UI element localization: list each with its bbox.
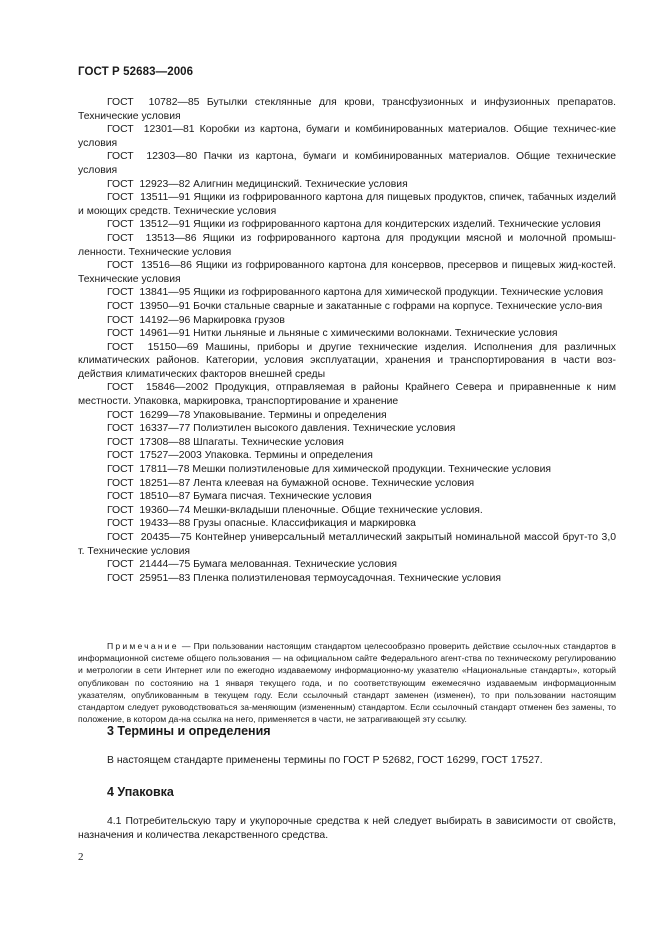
reference-code: ГОСТ 14961—91 xyxy=(107,328,191,340)
reference-item xyxy=(78,490,616,504)
reference-title: Продукция, отправляемая в районы Крайнего Севера и приравненные к ним местности. Упаковка, маркировка, транспортирование и хранение xyxy=(78,382,616,408)
reference-title: Ящики из гофрированного картона для продукции мясной и молочной промыш-ленности. Технические условия xyxy=(78,232,616,258)
reference-title: Ящики из гофрированного картона для химической продукции. Технические условия xyxy=(193,287,604,299)
reference-code: ГОСТ 15150—69 xyxy=(107,341,199,353)
note-text: — При пользовании настоящим стандартом целесообразно проверить действие ссылоч-ных стандартов в информационной системе общего пользования — на официальном сайте Федерального агент-ства по техническому регулированию и метрологии в сети Интернет или по ежегодно издаваемому информационно-му указателю «Национальные стандарты», который опубликован по состоянию на 1 января текущего года, и по соответствующим ежемесячно издаваемым информационным указателям, опубликованным в текущем году. Если ссылочный стандарт заменен (изменен), то при пользовании настоящим стандартом следует руководствоваться за-меняющим (измененным) стандартом. Если ссылочный стандарт отменен без замены, то положение, в котором да-на ссылка на него, применяется в части, не затрагивающей эту ссылку. xyxy=(78,641,616,725)
reference-title: Пленка полиэтиленовая термоусадочная. Технические условия xyxy=(193,572,502,584)
reference-title: Упаковка. Термины и определения xyxy=(204,450,373,462)
reference-item xyxy=(78,558,616,572)
reference-title: Машины, приборы и другие технические изделия. Исполнения для различных климатических районов. Категории, условия эксплуатации, хранения и транспортирования в части воз-действия климатических факторов внешней среды xyxy=(78,341,617,380)
reference-item xyxy=(78,178,616,192)
reference-title: Мешки-вкладыши пленочные. Общие технические условия. xyxy=(193,504,483,516)
section-4-title: 4 Упаковка xyxy=(107,785,174,799)
reference-title: Ящики из гофрированного картона для кондитерских изделий. Технические условия xyxy=(193,219,601,231)
reference-item xyxy=(78,123,616,150)
reference-title: Бутылки стеклянные для крови, трансфузионных и инфузионных препаратов. Технические условия xyxy=(78,97,617,122)
reference-title: Маркировка грузов xyxy=(193,314,285,326)
reference-code: ГОСТ 19360—74 xyxy=(107,504,191,516)
reference-title: Шпагаты. Технические условия xyxy=(193,436,344,448)
reference-code: ГОСТ 13513—86 xyxy=(107,232,197,244)
reference-code: ГОСТ 19433—88 xyxy=(107,518,191,530)
reference-code: ГОСТ 12301—81 xyxy=(107,124,195,136)
reference-title: Бочки стальные сварные и закатанные с гофрами на корпусе. Технические усло-вия xyxy=(193,300,603,312)
reference-code: ГОСТ 10782—85 xyxy=(107,97,200,108)
reference-code: ГОСТ 16299—78 xyxy=(107,409,191,421)
reference-code: ГОСТ 18251—87 xyxy=(107,477,191,489)
normative-references-list xyxy=(78,96,616,585)
reference-title: Алигнин медицинский. Технические условия xyxy=(193,178,408,190)
reference-item xyxy=(78,259,616,286)
reference-code: ГОСТ 13841—95 xyxy=(107,287,191,299)
reference-item xyxy=(78,517,616,531)
reference-item xyxy=(78,96,616,123)
reference-code: ГОСТ 13516—86 xyxy=(107,260,192,272)
note-paragraph xyxy=(78,640,616,725)
section-4-paragraph: 4.1 Потребительскую тару и укупорочные средства к ней следует выбирать в зависимости от свойств, назначения и количества лекарственного средства. xyxy=(78,816,616,841)
reference-title: Коробки из картона, бумаги и комбинированных материалов. Общие техничес-кие условия xyxy=(78,124,616,149)
reference-item xyxy=(78,327,616,341)
reference-code: ГОСТ 16337—77 xyxy=(107,423,191,435)
reference-item xyxy=(78,381,616,408)
section-3-text: В настоящем стандарте применены термины по ГОСТ Р 52682, ГОСТ 16299, ГОСТ 17527. xyxy=(107,755,543,766)
reference-item xyxy=(78,504,616,518)
reference-code: ГОСТ 14192—96 xyxy=(107,314,191,326)
reference-title: Бумага мелованная. Технические условия xyxy=(193,559,397,571)
reference-item xyxy=(78,300,616,314)
page-number: 2 xyxy=(78,851,84,863)
reference-title: Бумага писчая. Технические условия xyxy=(193,491,372,503)
reference-item xyxy=(78,422,616,436)
reference-code: ГОСТ 21444—75 xyxy=(107,559,191,571)
reference-item xyxy=(78,314,616,328)
reference-code: ГОСТ 25951—83 xyxy=(107,572,191,584)
reference-title: Пачки из картона, бумаги и комбинированных материалов. Общие технические условия xyxy=(78,151,616,176)
reference-item xyxy=(78,341,616,382)
page-header: ГОСТ Р 52683—2006 xyxy=(78,66,194,78)
reference-code: ГОСТ 12923—82 xyxy=(107,178,191,190)
reference-item xyxy=(78,436,616,450)
reference-code: ГОСТ 17308—88 xyxy=(107,436,191,448)
reference-code: ГОСТ 17527—2003 xyxy=(107,450,202,462)
reference-title: Нитки льняные и льняные с химическими волокнами. Технические условия xyxy=(193,328,558,340)
reference-code: ГОСТ 13950—91 xyxy=(107,300,191,312)
reference-code: ГОСТ 13512—91 xyxy=(107,219,191,231)
reference-code: ГОСТ 17811—78 xyxy=(107,464,190,476)
reference-item xyxy=(78,232,616,259)
reference-code: ГОСТ 12303—80 xyxy=(107,151,198,163)
reference-item xyxy=(78,477,616,491)
reference-item xyxy=(78,409,616,423)
reference-title: Упаковывание. Термины и определения xyxy=(193,409,387,421)
reference-code: ГОСТ 13511—91 xyxy=(107,192,191,204)
reference-item xyxy=(78,150,616,177)
reference-code: ГОСТ 15846—2002 xyxy=(107,382,209,394)
reference-title: Ящики из гофрированного картона для пищевых продуктов, спичек, табачных изделий и моющих средств. Технические условия xyxy=(78,192,616,217)
reference-code: ГОСТ 20435—75 xyxy=(107,532,192,543)
reference-item xyxy=(78,218,616,232)
note-label: Примечание xyxy=(107,641,179,651)
reference-title: Контейнер универсальный металлический закрытый номинальной массой брут-то 3,0 т. Технические условия xyxy=(78,532,616,557)
reference-code: ГОСТ 18510—87 xyxy=(107,491,191,503)
reference-item xyxy=(78,531,616,558)
section-3-title: 3 Термины и определения xyxy=(107,724,271,738)
reference-title: Ящики из гофрированного картона для консервов, пресервов и пищевых жид-костей. Технические условия xyxy=(78,260,616,285)
reference-title: Лента клеевая на бумажной основе. Технические условия xyxy=(193,477,475,489)
reference-title: Мешки полиэтиленовые для химической продукции. Технические условия xyxy=(192,464,552,476)
reference-item xyxy=(78,191,616,218)
reference-title: Грузы опасные. Классификация и маркировка xyxy=(193,518,416,530)
reference-item xyxy=(78,286,616,300)
reference-item xyxy=(78,449,616,463)
reference-title: Полиэтилен высокого давления. Технические условия xyxy=(193,423,456,435)
reference-item xyxy=(78,463,616,477)
reference-item xyxy=(78,572,616,586)
